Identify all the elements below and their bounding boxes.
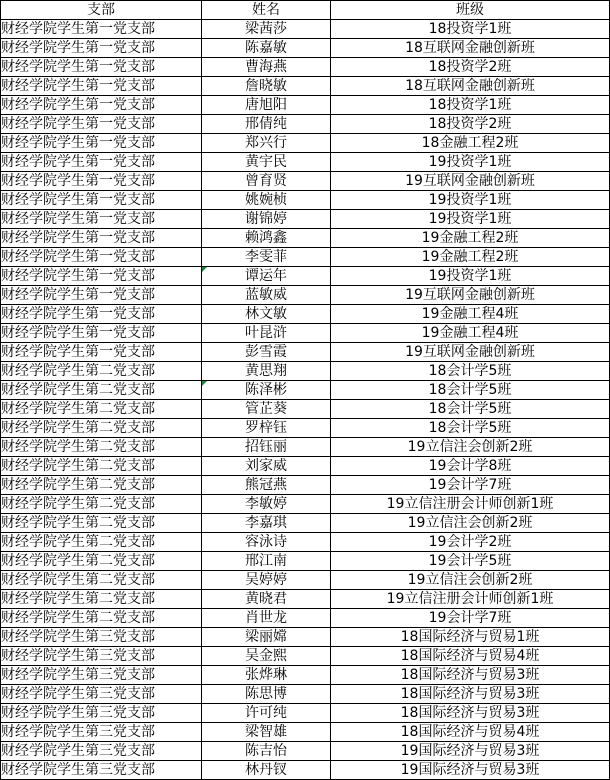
cell-branch[interactable]: 财经学院学生第一党支部 xyxy=(1,305,202,324)
cell-branch[interactable]: 财经学院学生第三党支部 xyxy=(1,647,202,666)
cell-branch[interactable]: 财经学院学生第三党支部 xyxy=(1,628,202,647)
cell-class[interactable]: 18投资学2班 xyxy=(331,58,610,77)
table-row xyxy=(1,324,610,343)
cell-branch[interactable]: 财经学院学生第一党支部 xyxy=(1,267,202,286)
cell-class[interactable]: 18国际经济与贸易3班 xyxy=(331,666,610,685)
table-row xyxy=(1,666,610,685)
cell-branch[interactable]: 财经学院学生第二党支部 xyxy=(1,457,202,476)
cell-class[interactable]: 19投资学1班 xyxy=(331,210,610,229)
cell-class[interactable]: 19立信注册会计师创新1班 xyxy=(331,590,610,609)
cell-branch[interactable]: 财经学院学生第一党支部 xyxy=(1,96,202,115)
cell-branch[interactable]: 财经学院学生第二党支部 xyxy=(1,419,202,438)
cell-class[interactable]: 19会计学7班 xyxy=(331,609,610,628)
cell-name[interactable]: 姚婉桢 xyxy=(202,191,331,210)
cell-class[interactable]: 19互联网金融创新班 xyxy=(331,286,610,305)
cell-name[interactable]: 吴金熙 xyxy=(202,647,331,666)
cell-branch[interactable]: 财经学院学生第一党支部 xyxy=(1,286,202,305)
cell-branch[interactable]: 财经学院学生第一党支部 xyxy=(1,153,202,172)
cell-class[interactable]: 18互联网金融创新班 xyxy=(331,39,610,58)
cell-branch[interactable]: 财经学院学生第一党支部 xyxy=(1,58,202,77)
cell-branch[interactable]: 财经学院学生第二党支部 xyxy=(1,438,202,457)
cell-name[interactable]: 郑兴行 xyxy=(202,134,331,153)
cell-name[interactable]: 唐旭阳 xyxy=(202,96,331,115)
table-row xyxy=(1,172,610,191)
cell-name[interactable]: 管芷葵 xyxy=(202,400,331,419)
cell-branch[interactable]: 财经学院学生第二党支部 xyxy=(1,609,202,628)
cell-class[interactable]: 18国际经济与贸易3班 xyxy=(331,704,610,723)
table-row xyxy=(1,248,610,267)
cell-name[interactable]: 容泳诗 xyxy=(202,533,331,552)
cell-class[interactable]: 18金融工程2班 xyxy=(331,134,610,153)
cell-class[interactable]: 18投资学2班 xyxy=(331,115,610,134)
table-body xyxy=(1,20,610,780)
cell-branch[interactable]: 财经学院学生第一党支部 xyxy=(1,229,202,248)
cell-class[interactable]: 19互联网金融创新班 xyxy=(331,172,610,191)
cell-branch[interactable]: 财经学院学生第二党支部 xyxy=(1,552,202,571)
table-row xyxy=(1,419,610,438)
cell-name[interactable]: 詹晓敏 xyxy=(202,77,331,96)
header-name[interactable]: 姓名 xyxy=(202,1,331,20)
cell-class[interactable]: 18会计学5班 xyxy=(331,381,610,400)
cell-branch[interactable]: 财经学院学生第三党支部 xyxy=(1,666,202,685)
cell-name[interactable]: 李敏婷 xyxy=(202,495,331,514)
cell-branch[interactable]: 财经学院学生第一党支部 xyxy=(1,172,202,191)
cell-branch[interactable]: 财经学院学生第二党支部 xyxy=(1,514,202,533)
table-row xyxy=(1,457,610,476)
cell-class[interactable]: 18互联网金融创新班 xyxy=(331,77,610,96)
cell-class[interactable]: 19会计学8班 xyxy=(331,457,610,476)
cell-name-with-comment-marker[interactable]: 陈泽彬 xyxy=(202,381,331,400)
table-row xyxy=(1,742,610,761)
cell-branch[interactable]: 财经学院学生第一党支部 xyxy=(1,210,202,229)
cell-branch[interactable]: 财经学院学生第二党支部 xyxy=(1,571,202,590)
cell-class[interactable]: 19投资学1班 xyxy=(331,153,610,172)
cell-branch[interactable]: 财经学院学生第一党支部 xyxy=(1,115,202,134)
cell-branch[interactable]: 财经学院学生第二党支部 xyxy=(1,590,202,609)
cell-branch[interactable]: 财经学院学生第一党支部 xyxy=(1,77,202,96)
cell-class[interactable]: 19金融工程2班 xyxy=(331,248,610,267)
table-row xyxy=(1,343,610,362)
cell-branch[interactable]: 财经学院学生第一党支部 xyxy=(1,39,202,58)
table-row xyxy=(1,552,610,571)
cell-branch[interactable]: 财经学院学生第二党支部 xyxy=(1,533,202,552)
cell-branch[interactable]: 财经学院学生第一党支部 xyxy=(1,324,202,343)
cell-name[interactable]: 曹海燕 xyxy=(202,58,331,77)
table-row xyxy=(1,685,610,704)
cell-name[interactable]: 许可纯 xyxy=(202,704,331,723)
table-row xyxy=(1,476,610,495)
table-row xyxy=(1,58,610,77)
table-row xyxy=(1,533,610,552)
table-row xyxy=(1,153,610,172)
table-row xyxy=(1,305,610,324)
cell-class[interactable]: 19立信注会创新2班 xyxy=(331,514,610,533)
table-row xyxy=(1,400,610,419)
table-row xyxy=(1,628,610,647)
table-row xyxy=(1,609,610,628)
table-row xyxy=(1,96,610,115)
cell-name[interactable]: 林丹钗 xyxy=(202,761,331,780)
cell-class[interactable]: 19国际经济与贸易3班 xyxy=(331,742,610,761)
table-row xyxy=(1,20,610,39)
table-row xyxy=(1,438,610,457)
table-row xyxy=(1,704,610,723)
cell-branch[interactable]: 财经学院学生第一党支部 xyxy=(1,248,202,267)
cell-branch[interactable]: 财经学院学生第二党支部 xyxy=(1,495,202,514)
cell-name[interactable]: 邢江南 xyxy=(202,552,331,571)
cell-name[interactable]: 陈吉怡 xyxy=(202,742,331,761)
cell-branch[interactable]: 财经学院学生第一党支部 xyxy=(1,20,202,39)
cell-branch[interactable]: 财经学院学生第一党支部 xyxy=(1,134,202,153)
cell-class[interactable]: 18投资学1班 xyxy=(331,20,610,39)
cell-class[interactable]: 19互联网金融创新班 xyxy=(331,343,610,362)
cell-name[interactable]: 肖世龙 xyxy=(202,609,331,628)
table-row xyxy=(1,267,610,286)
cell-name[interactable]: 陈思博 xyxy=(202,685,331,704)
cell-name[interactable]: 梁丽嫦 xyxy=(202,628,331,647)
cell-name[interactable]: 陈嘉敏 xyxy=(202,39,331,58)
table-row xyxy=(1,362,610,381)
cell-class[interactable]: 19会计学7班 xyxy=(331,476,610,495)
cell-name[interactable]: 谢锦婷 xyxy=(202,210,331,229)
cell-branch[interactable]: 财经学院学生第三党支部 xyxy=(1,685,202,704)
cell-name[interactable]: 黄宇民 xyxy=(202,153,331,172)
cell-branch[interactable]: 财经学院学生第三党支部 xyxy=(1,704,202,723)
cell-class[interactable]: 19会计学2班 xyxy=(331,533,610,552)
cell-class[interactable]: 18国际经济与贸易4班 xyxy=(331,723,610,742)
table-row xyxy=(1,229,610,248)
cell-name[interactable]: 李嘉琪 xyxy=(202,514,331,533)
cell-class[interactable]: 18会计学5班 xyxy=(331,419,610,438)
cell-class[interactable]: 18国际经济与贸易4班 xyxy=(331,647,610,666)
table-row xyxy=(1,286,610,305)
cell-class[interactable]: 19立信注册会计师创新1班 xyxy=(331,495,610,514)
table-row xyxy=(1,39,610,58)
cell-name-with-comment-marker[interactable]: 谭运年 xyxy=(202,267,331,286)
cell-class[interactable]: 19金融工程4班 xyxy=(331,305,610,324)
table-row xyxy=(1,723,610,742)
table-row xyxy=(1,115,610,134)
cell-name[interactable]: 张烨琳 xyxy=(202,666,331,685)
cell-name[interactable]: 熊冠燕 xyxy=(202,476,331,495)
cell-name[interactable]: 彭雪霞 xyxy=(202,343,331,362)
cell-name[interactable]: 吴婷婷 xyxy=(202,571,331,590)
cell-branch[interactable]: 财经学院学生第三党支部 xyxy=(1,723,202,742)
cell-class[interactable]: 19金融工程2班 xyxy=(331,229,610,248)
cell-name[interactable]: 黄思翔 xyxy=(202,362,331,381)
table-row xyxy=(1,191,610,210)
cell-class[interactable]: 18会计学5班 xyxy=(331,400,610,419)
cell-branch[interactable]: 财经学院学生第二党支部 xyxy=(1,381,202,400)
header-branch[interactable]: 支部 xyxy=(1,1,202,20)
cell-name[interactable]: 邢倩纯 xyxy=(202,115,331,134)
cell-name[interactable]: 梁茜莎 xyxy=(202,20,331,39)
cell-branch[interactable]: 财经学院学生第二党支部 xyxy=(1,476,202,495)
table-row xyxy=(1,134,610,153)
cell-class[interactable]: 18投资学1班 xyxy=(331,96,610,115)
cell-class[interactable]: 19金融工程4班 xyxy=(331,324,610,343)
cell-branch[interactable]: 财经学院学生第三党支部 xyxy=(1,742,202,761)
table-row xyxy=(1,77,610,96)
cell-name[interactable]: 叶昆浒 xyxy=(202,324,331,343)
cell-class[interactable]: 19国际经济与贸易3班 xyxy=(331,761,610,780)
cell-branch[interactable]: 财经学院学生第一党支部 xyxy=(1,343,202,362)
cell-class[interactable]: 18国际经济与贸易1班 xyxy=(331,628,610,647)
cell-name[interactable]: 曾育贤 xyxy=(202,172,331,191)
cell-name[interactable]: 罗梓钰 xyxy=(202,419,331,438)
table-row xyxy=(1,495,610,514)
header-class[interactable]: 班级 xyxy=(331,1,610,20)
cell-branch[interactable]: 财经学院学生第三党支部 xyxy=(1,761,202,780)
header-row xyxy=(1,1,610,20)
cell-class[interactable]: 19会计学5班 xyxy=(331,552,610,571)
table-row xyxy=(1,381,610,400)
table-row xyxy=(1,571,610,590)
table-row xyxy=(1,514,610,533)
cell-name[interactable]: 赖鸿鑫 xyxy=(202,229,331,248)
cell-class[interactable]: 19立信注会创新2班 xyxy=(331,571,610,590)
cell-class[interactable]: 18国际经济与贸易3班 xyxy=(331,685,610,704)
table-row xyxy=(1,210,610,229)
cell-name[interactable]: 林文敏 xyxy=(202,305,331,324)
cell-class[interactable]: 19投资学1班 xyxy=(331,267,610,286)
table-row xyxy=(1,590,610,609)
cell-name[interactable]: 黄晓君 xyxy=(202,590,331,609)
cell-class[interactable]: 19立信注会创新2班 xyxy=(331,438,610,457)
cell-class[interactable]: 18会计学5班 xyxy=(331,362,610,381)
cell-branch[interactable]: 财经学院学生第二党支部 xyxy=(1,400,202,419)
table-row xyxy=(1,647,610,666)
cell-name[interactable]: 梁智雄 xyxy=(202,723,331,742)
cell-name[interactable]: 李雯菲 xyxy=(202,248,331,267)
table-row xyxy=(1,761,610,780)
cell-branch[interactable]: 财经学院学生第二党支部 xyxy=(1,362,202,381)
cell-class[interactable]: 19投资学1班 xyxy=(331,191,610,210)
cell-branch[interactable]: 财经学院学生第一党支部 xyxy=(1,191,202,210)
cell-name[interactable]: 招钰丽 xyxy=(202,438,331,457)
cell-name[interactable]: 蓝敏威 xyxy=(202,286,331,305)
cell-name[interactable]: 刘家威 xyxy=(202,457,331,476)
